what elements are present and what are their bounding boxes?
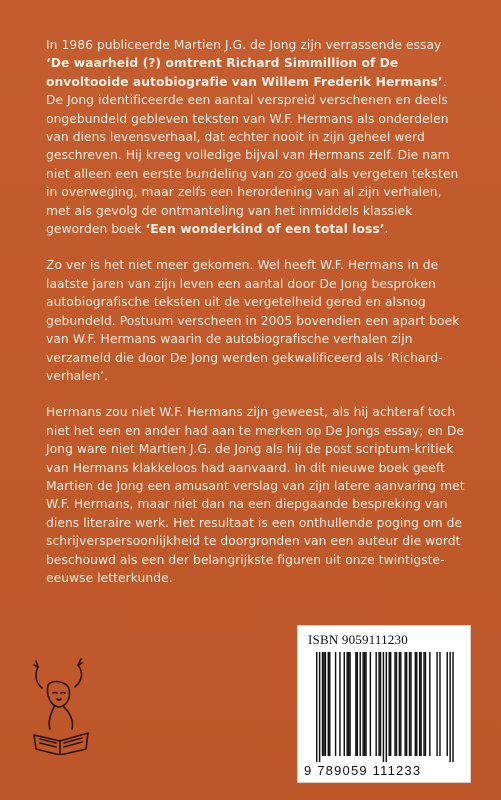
barcode-bar (410, 652, 411, 756)
barcode-bar (399, 652, 400, 756)
barcode-bar (436, 652, 437, 756)
barcode-bar (375, 652, 376, 756)
barcode-bar (406, 652, 407, 756)
barcode-icon (310, 652, 460, 762)
barcode-bar (447, 652, 448, 756)
barcode-bar (322, 652, 323, 756)
barcode-bar (394, 652, 395, 756)
barcode-bar (378, 652, 379, 756)
isbn-label: ISBN 9059111230 (308, 632, 408, 647)
barcode-bar (383, 652, 384, 762)
barcode-bar (452, 652, 453, 762)
blurb-text (46, 36, 466, 605)
barcode-bar (386, 652, 387, 762)
barcode-bar (420, 652, 421, 756)
isbn-barcode-box (297, 625, 471, 783)
barcode-bar (365, 652, 366, 756)
barcode-bar (349, 652, 350, 756)
barcode-bar (429, 652, 430, 756)
barcode-bar (415, 652, 416, 756)
barcode-bar (344, 652, 345, 756)
barcode-bar (380, 652, 381, 756)
barcode-bar (355, 652, 356, 756)
blurb-paragraph-2: Zo ver is het niet meer gekomen. Wel heeft W.F. Hermans in de laatste jaren van zijn leven een aantal door De Jong besproken autobiografische teksten uit de vergetelheid gered en alsnog gebundeld. Postuum verscheen in 2005 bovendien een apart boek van W.F. Hermans waarin de autobiografische verhalen zijn verzameld die door De Jong werden gekwalificeerd als ‘Richard-verhalen’. (46, 258, 460, 383)
barcode-bar (364, 652, 365, 756)
essay-title: ‘De waarheid (?) omtrent Richard Simmillion of De onvoltooide autobiografie van Willem Frederik Hermans’ (46, 56, 443, 89)
barcode-bar (362, 652, 363, 756)
barcode-bar (323, 652, 324, 756)
barcode-bar (329, 652, 330, 756)
barcode-bar (400, 652, 401, 756)
barcode-bar (390, 652, 391, 756)
barcode-bar (316, 652, 317, 762)
barcode-bar (319, 652, 320, 762)
barcode-bar (360, 652, 361, 756)
barcode-bar (423, 652, 424, 756)
barcode-bar (328, 652, 329, 756)
barcode-bar (404, 652, 405, 756)
barcode-bar (419, 652, 420, 756)
barcode-bar (449, 652, 450, 762)
barcode-bar (409, 652, 410, 756)
barcode-bar (396, 652, 397, 756)
barcode-bar (425, 652, 426, 756)
barcode-bar (370, 652, 371, 756)
barcode-bar (339, 652, 340, 756)
blurb-paragraph-3: Hermans zou niet W.F. Hermans zijn geweest, als hij achteraf toch niet het een en ander had aan te merken op De Jongs essay; en De Jong ware niet Martien J.G. de Jong als hij de post scriptum-kritiek van Hermans klakkeloos had aanvaard. In dit nieuwe boek geeft Martien de Jong een amusant verslag van zijn latere aanvaring met W.F. Hermans, maar niet dan na een diepgaande bespreking van diens literaire werk. Het resultaat is een onthullende poging om de schrijverspersoonlijkheid te doorgronden van een auteur die wordt beschouwd als een der belangrijkste figuren uit onze twintigste-eeuwse letterkunde. (46, 405, 465, 585)
barcode-bar (416, 652, 417, 756)
barcode-bar (335, 652, 336, 756)
publisher-logo-reader-icon (28, 655, 98, 755)
barcode-bar (348, 652, 349, 756)
ean-number: 9 789059 111233 (304, 763, 422, 778)
blurb-paragraph-1: In 1986 publiceerde Martien J.G. de Jong zijn verrassende essay ‘De waarheid (?) omtrent Richard Simmillion of De onvoltooide autobiografie van Willem Frederik Hermans’. De Jong identificeerde een aantal verspreid verschenen en deels ongebundeld gebleven teksten van W.F. Hermans als onderdelen van diens levensverhaal, dat echter nooit in zijn geheel werd geschreven. Hij kreeg volledige bijval van Hermans zelf. Die nam niet alleen een eerste bundeling van zo goed als vergeten teksten in overweging, maar zelfs een herordening van al zijn verhalen, met als gevolg de ontmanteling van het inmiddels klassiek geworden boek ‘Een wonderkind of een total loss’. (46, 38, 459, 237)
barcode-bar (325, 652, 326, 756)
barcode-bar (357, 652, 358, 756)
book-title: ‘Een wonderkind of een total loss’ (145, 222, 385, 237)
barcode-bar (439, 652, 440, 756)
barcode-bar (389, 652, 390, 756)
barcode-bar (346, 652, 347, 756)
